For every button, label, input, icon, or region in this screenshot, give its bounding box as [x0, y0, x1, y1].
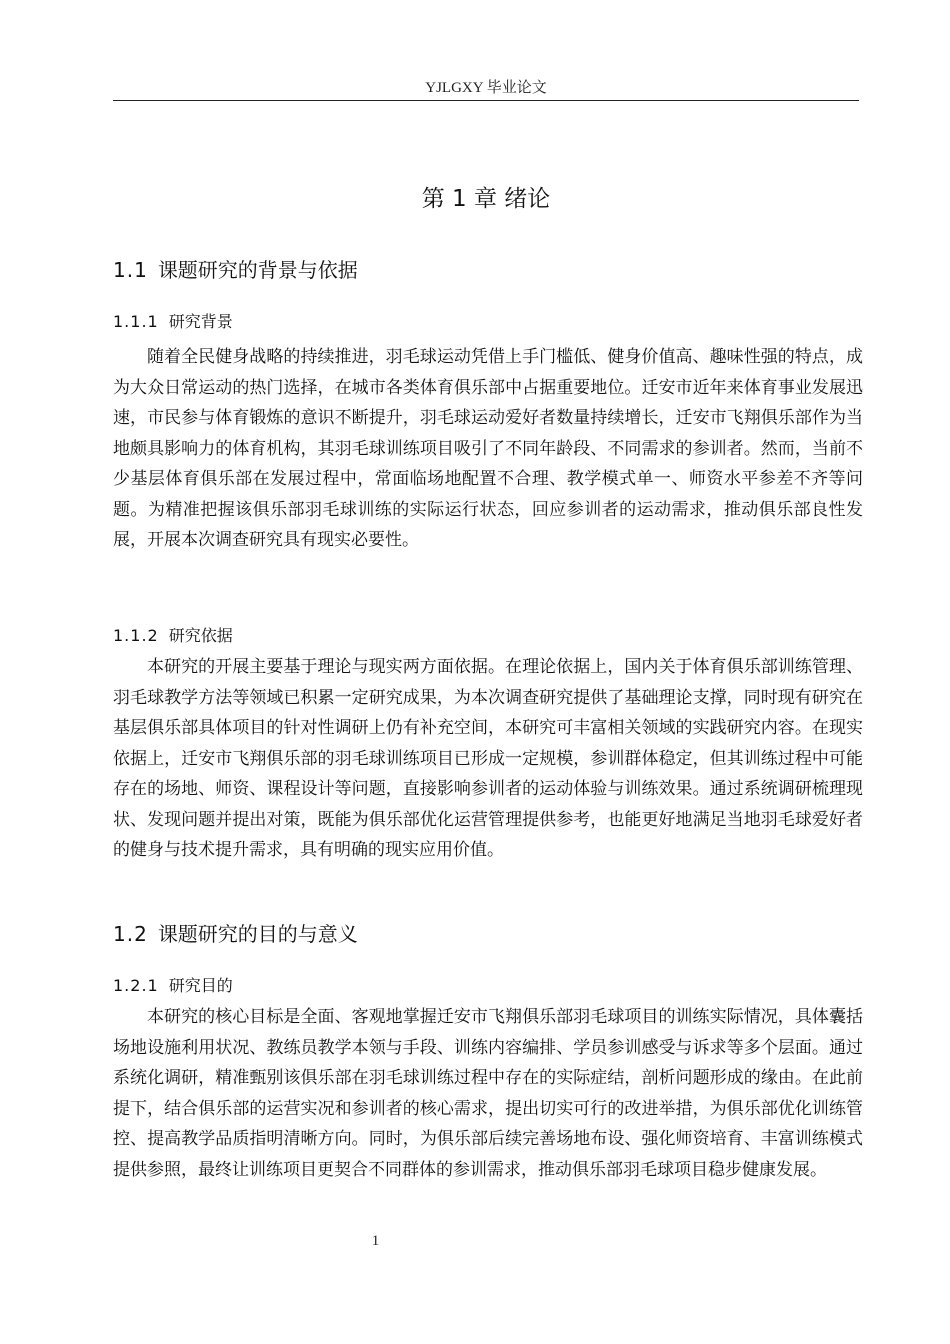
section-heading-1-1: [113, 254, 358, 283]
subsection-heading-1-1-2: [113, 623, 233, 646]
page-header: YJLGXY 毕业论文: [425, 80, 547, 96]
subsection-number: 1.2.1: [113, 976, 159, 995]
subsection-title: 研究背景: [168, 312, 233, 331]
paragraph-research-purpose: 本研究的核心目标是全面、客观地掌握迁安市飞翔俱乐部羽毛球项目的训练实际情况，具体囊括场地设施利用状况、教练员教学本领与手段、训练内容编排、学员参训感受与诉求等多个层面。通过系统化调研，精准甄别该俱乐部在羽毛球训练过程中存在的实际症结，剖析问题形成的缘由。在此前提下，结合俱乐部的运营实况和参训者的核心需求，提出切实可行的改进举措，为俱乐部优化训练管控、提高教学品质指明清晰方向。同时，为俱乐部后续完善场地布设、强化师资培育、丰富训练模式提供参照，最终让训练项目更契合不同群体的参训需求，推动俱乐部羽毛球项目稳步健康发展。: [113, 1007, 863, 1180]
subsection-number: 1.1.1: [113, 312, 159, 331]
section-heading-1-2: [113, 918, 358, 947]
paragraph-research-background: 随着全民健身战略的持续推进，羽毛球运动凭借上手门槛低、健身价值高、趣味性强的特点，成为大众日常运动的热门选择，在城市各类体育俱乐部中占据重要地位。迁安市近年来体育事业发展迅速，市民参与体育锻炼的意识不断提升，羽毛球运动爱好者数量持续增长，迁安市飞翔俱乐部作为当地颇具影响力的体育机构，其羽毛球训练项目吸引了不同年龄段、不同需求的参训者。然而，当前不少基层体育俱乐部在发展过程中，常面临场地配置不合理、教学模式单一、师资水平参差不齐等问题。为精准把握该俱乐部羽毛球训练的实际运行状态，回应参训者的运动需求，推动俱乐部良性发展，开展本次调查研究具有现实必要性。: [113, 347, 863, 550]
subsection-number: 1.1.2: [113, 626, 159, 645]
section-number: 1.2: [113, 922, 148, 946]
section-title: 课题研究的背景与依据: [157, 258, 358, 282]
subsection-title: 研究依据: [168, 626, 233, 645]
subsection-title: 研究目的: [168, 976, 233, 995]
paragraph-research-basis: 本研究的开展主要基于理论与现实两方面依据。在理论依据上，国内关于体育俱乐部训练管理、羽毛球教学方法等领域已积累一定研究成果，为本次调查研究提供了基础理论支撑，同时现有研究在基层俱乐部具体项目的针对性调研上仍有补充空间，本研究可丰富相关领域的实践研究内容。在现实依据上，迁安市飞翔俱乐部的羽毛球训练项目已形成一定规模，参训群体稳定，但其训练过程中可能存在的场地、师资、课程设计等问题，直接影响参训者的运动体验与训练效果。通过系统调研梳理现状、发现问题并提出对策，既能为俱乐部优化运营管理提供参考，也能更好地满足当地羽毛球爱好者的健身与技术提升需求，具有明确的现实应用价值。: [113, 657, 863, 860]
subsection-heading-1-1-1: [113, 309, 233, 332]
header-divider: [113, 100, 859, 101]
section-title: 课题研究的目的与意义: [157, 922, 358, 946]
section-number: 1.1: [113, 258, 148, 282]
page-number: 1: [371, 1233, 380, 1249]
subsection-heading-1-2-1: [113, 973, 233, 996]
chapter-title: 第 1 章 绪论: [421, 186, 551, 212]
